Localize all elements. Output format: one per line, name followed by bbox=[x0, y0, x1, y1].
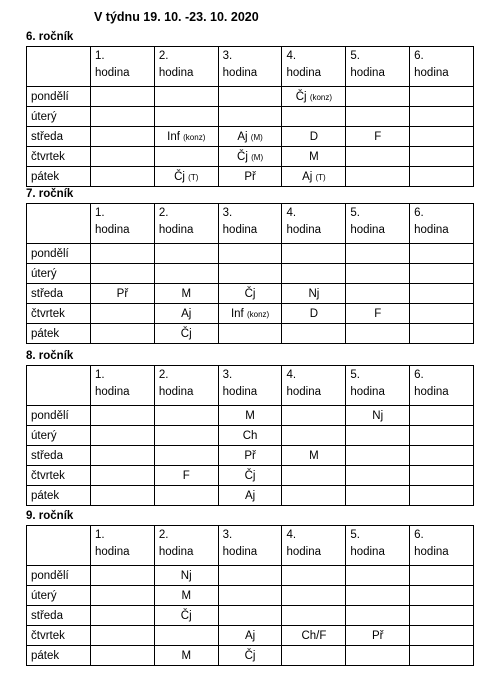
table-row bbox=[27, 406, 474, 426]
lesson-cell bbox=[91, 646, 155, 666]
subject-note: (T) bbox=[315, 172, 326, 182]
lesson-cell bbox=[410, 264, 474, 284]
lesson-cell bbox=[346, 566, 410, 586]
lesson-cell bbox=[218, 446, 282, 466]
lesson-cell bbox=[154, 446, 218, 466]
lesson-cell bbox=[346, 466, 410, 486]
lesson-cell bbox=[91, 107, 155, 127]
lesson-cell bbox=[91, 466, 155, 486]
subject-code: Čj bbox=[237, 150, 248, 163]
subject-note: (M) bbox=[250, 132, 263, 142]
lesson-cell bbox=[346, 486, 410, 506]
lesson-cell bbox=[154, 264, 218, 284]
subject-code: D bbox=[309, 130, 319, 143]
lesson-cell bbox=[410, 107, 474, 127]
lesson-cell bbox=[218, 586, 282, 606]
lesson-cell bbox=[410, 284, 474, 304]
lesson-number: 1. bbox=[95, 207, 105, 219]
lesson-cell bbox=[282, 167, 346, 187]
lesson-cell bbox=[346, 586, 410, 606]
table-row bbox=[27, 147, 474, 167]
lesson-number: 3. bbox=[222, 50, 233, 62]
lesson-cell bbox=[282, 147, 346, 167]
lesson-number: 2. bbox=[158, 50, 169, 62]
lesson-cell bbox=[282, 446, 346, 466]
lesson-cell bbox=[218, 107, 282, 127]
lesson-word: hodina bbox=[95, 67, 130, 79]
subject-code: Inf bbox=[167, 130, 180, 143]
lesson-number: 4. bbox=[286, 50, 297, 62]
lesson-cell bbox=[154, 127, 218, 147]
lesson-word: hodina bbox=[158, 67, 194, 79]
day-label: čtvrtek bbox=[27, 147, 91, 167]
lesson-header bbox=[282, 366, 346, 406]
lesson-number: 6. bbox=[414, 207, 424, 219]
lesson-header bbox=[282, 204, 346, 244]
lesson-cell bbox=[91, 304, 155, 324]
lesson-cell bbox=[282, 466, 346, 486]
lesson-cell bbox=[154, 167, 218, 187]
lesson-cell bbox=[91, 606, 155, 626]
lesson-header bbox=[346, 204, 410, 244]
lesson-cell bbox=[346, 244, 410, 264]
lesson-cell bbox=[282, 244, 346, 264]
day-label: středa bbox=[27, 127, 91, 147]
lesson-cell bbox=[218, 127, 282, 147]
lesson-cell bbox=[218, 284, 282, 304]
lesson-cell bbox=[154, 284, 218, 304]
lesson-cell bbox=[91, 264, 155, 284]
lesson-cell bbox=[91, 626, 155, 646]
table-row bbox=[27, 586, 474, 606]
lesson-cell bbox=[346, 606, 410, 626]
lesson-cell bbox=[154, 606, 218, 626]
day-label: pondělí bbox=[27, 244, 91, 264]
lesson-cell bbox=[410, 466, 474, 486]
grade-heading: 9. ročník bbox=[26, 510, 74, 522]
lesson-header bbox=[91, 47, 155, 87]
lesson-cell bbox=[282, 646, 346, 666]
lesson-number: 1. bbox=[95, 50, 105, 62]
grade-heading: 6. ročník bbox=[26, 31, 74, 43]
lesson-cell bbox=[410, 304, 474, 324]
day-label: úterý bbox=[27, 586, 91, 606]
corner-cell bbox=[27, 47, 91, 87]
lesson-cell bbox=[410, 167, 474, 187]
lesson-cell bbox=[282, 264, 346, 284]
lesson-cell bbox=[218, 426, 282, 446]
lesson-header bbox=[218, 47, 282, 87]
lesson-word: hodina bbox=[286, 67, 322, 79]
schedule-table bbox=[26, 46, 474, 187]
header-row bbox=[27, 526, 474, 566]
lesson-header bbox=[410, 47, 474, 87]
lesson-cell bbox=[154, 107, 218, 127]
lesson-cell bbox=[218, 486, 282, 506]
header-row bbox=[27, 47, 474, 87]
lesson-cell bbox=[154, 486, 218, 506]
table-row bbox=[27, 107, 474, 127]
lesson-header bbox=[154, 526, 218, 566]
lesson-cell bbox=[218, 87, 282, 107]
lesson-word: hodina bbox=[286, 224, 322, 236]
subject-code: Př bbox=[244, 449, 256, 462]
lesson-header bbox=[154, 47, 218, 87]
day-label: čtvrtek bbox=[27, 466, 91, 486]
lesson-cell bbox=[346, 127, 410, 147]
subject-code: F bbox=[182, 469, 190, 482]
lesson-number: 5. bbox=[350, 50, 360, 62]
lesson-header bbox=[410, 204, 474, 244]
day-label: pátek bbox=[27, 646, 91, 666]
lesson-cell bbox=[218, 167, 282, 187]
table-row bbox=[27, 566, 474, 586]
lesson-number: 1. bbox=[95, 529, 105, 541]
subject-code: M bbox=[181, 287, 192, 300]
lesson-cell bbox=[410, 626, 474, 646]
header-row bbox=[27, 204, 474, 244]
subject-code: M bbox=[309, 150, 319, 163]
lesson-cell bbox=[154, 406, 218, 426]
lesson-cell bbox=[410, 406, 474, 426]
lesson-word: hodina bbox=[222, 67, 258, 79]
lesson-header bbox=[282, 526, 346, 566]
lesson-cell bbox=[346, 426, 410, 446]
lesson-cell bbox=[218, 304, 282, 324]
table-row bbox=[27, 646, 474, 666]
lesson-cell bbox=[410, 324, 474, 344]
lesson-header bbox=[282, 47, 346, 87]
lesson-cell bbox=[282, 626, 346, 646]
lesson-word: hodina bbox=[95, 224, 130, 236]
lesson-header bbox=[410, 526, 474, 566]
subject-note: (konz) bbox=[246, 309, 270, 319]
lesson-header bbox=[154, 366, 218, 406]
table-row bbox=[27, 324, 474, 344]
subject-code: Čj bbox=[295, 90, 307, 103]
lesson-word: hodina bbox=[414, 67, 449, 79]
table-row bbox=[27, 606, 474, 626]
subject-code: M bbox=[309, 449, 319, 462]
lesson-cell bbox=[410, 586, 474, 606]
lesson-cell bbox=[346, 446, 410, 466]
lesson-word: hodina bbox=[350, 67, 385, 79]
lesson-cell bbox=[410, 87, 474, 107]
lesson-word: hodina bbox=[222, 224, 258, 236]
lesson-cell bbox=[91, 446, 155, 466]
lesson-cell bbox=[154, 466, 218, 486]
day-label: středa bbox=[27, 284, 91, 304]
lesson-word: hodina bbox=[286, 546, 322, 558]
page-title: V týdnu 19. 10. -23. 10. 2020 bbox=[94, 10, 259, 24]
lesson-cell bbox=[282, 426, 346, 446]
day-label: pátek bbox=[27, 167, 91, 187]
subject-note: (konz) bbox=[183, 132, 206, 142]
schedule-table bbox=[26, 203, 474, 344]
lesson-cell bbox=[91, 167, 155, 187]
table-row bbox=[27, 446, 474, 466]
lesson-cell bbox=[218, 264, 282, 284]
lesson-header bbox=[154, 204, 218, 244]
lesson-number: 6. bbox=[414, 50, 424, 62]
lesson-cell bbox=[346, 107, 410, 127]
subject-code: Čj bbox=[244, 287, 256, 300]
lesson-header bbox=[91, 526, 155, 566]
table-row bbox=[27, 304, 474, 324]
lesson-cell bbox=[218, 606, 282, 626]
subject-code: Čj bbox=[180, 327, 192, 340]
lesson-word: hodina bbox=[222, 546, 258, 558]
subject-code: Čj bbox=[180, 609, 192, 622]
lesson-number: 6. bbox=[414, 369, 424, 381]
subject-code: Nj bbox=[308, 287, 320, 300]
subject-code: Nj bbox=[180, 569, 192, 582]
lesson-cell bbox=[154, 147, 218, 167]
lesson-cell bbox=[218, 466, 282, 486]
lesson-cell bbox=[282, 304, 346, 324]
lesson-word: hodina bbox=[350, 224, 385, 236]
lesson-cell bbox=[218, 566, 282, 586]
lesson-number: 4. bbox=[286, 369, 297, 381]
lesson-cell bbox=[346, 304, 410, 324]
lesson-cell bbox=[154, 586, 218, 606]
day-label: středa bbox=[27, 446, 91, 466]
day-label: úterý bbox=[27, 264, 91, 284]
subject-code: Př bbox=[244, 170, 256, 183]
subject-note: (T) bbox=[188, 172, 199, 182]
lesson-cell bbox=[346, 324, 410, 344]
lesson-cell bbox=[282, 284, 346, 304]
lesson-number: 3. bbox=[222, 207, 233, 219]
day-label: středa bbox=[27, 606, 91, 626]
subject-code: Aj bbox=[244, 629, 256, 642]
table-row bbox=[27, 426, 474, 446]
table-row bbox=[27, 466, 474, 486]
lesson-number: 3. bbox=[222, 369, 233, 381]
lesson-cell bbox=[410, 646, 474, 666]
day-label: pátek bbox=[27, 486, 91, 506]
subject-code: D bbox=[309, 307, 319, 320]
subject-code: Nj bbox=[372, 409, 384, 422]
lesson-cell bbox=[282, 107, 346, 127]
lesson-cell bbox=[91, 284, 155, 304]
day-label: pondělí bbox=[27, 87, 91, 107]
lesson-word: hodina bbox=[350, 386, 385, 398]
day-label: úterý bbox=[27, 107, 91, 127]
lesson-cell bbox=[410, 486, 474, 506]
lesson-cell bbox=[91, 244, 155, 264]
table-row bbox=[27, 626, 474, 646]
subject-code: Aj bbox=[237, 130, 248, 143]
schedule-table bbox=[26, 525, 474, 666]
lesson-cell bbox=[282, 87, 346, 107]
lesson-cell bbox=[91, 147, 155, 167]
lesson-cell bbox=[282, 127, 346, 147]
lesson-number: 2. bbox=[158, 369, 169, 381]
lesson-header bbox=[346, 47, 410, 87]
lesson-cell bbox=[346, 646, 410, 666]
lesson-cell bbox=[154, 646, 218, 666]
lesson-header bbox=[218, 204, 282, 244]
table-row bbox=[27, 87, 474, 107]
lesson-cell bbox=[154, 426, 218, 446]
lesson-number: 5. bbox=[350, 529, 360, 541]
lesson-cell bbox=[410, 244, 474, 264]
lesson-cell bbox=[346, 87, 410, 107]
lesson-cell bbox=[218, 147, 282, 167]
lesson-cell bbox=[410, 446, 474, 466]
corner-cell bbox=[27, 366, 91, 406]
day-label: pátek bbox=[27, 324, 91, 344]
lesson-cell bbox=[410, 426, 474, 446]
subject-code: M bbox=[181, 649, 192, 662]
lesson-header bbox=[346, 526, 410, 566]
lesson-cell bbox=[91, 586, 155, 606]
lesson-word: hodina bbox=[158, 546, 194, 558]
lesson-cell bbox=[154, 626, 218, 646]
schedule-table bbox=[26, 365, 474, 506]
lesson-cell bbox=[218, 244, 282, 264]
lesson-cell bbox=[91, 566, 155, 586]
lesson-cell bbox=[91, 406, 155, 426]
subject-code: Čj bbox=[244, 649, 256, 662]
lesson-cell bbox=[346, 284, 410, 304]
lesson-cell bbox=[410, 566, 474, 586]
lesson-number: 1. bbox=[95, 369, 105, 381]
lesson-word: hodina bbox=[158, 224, 194, 236]
header-row bbox=[27, 366, 474, 406]
lesson-number: 2. bbox=[158, 529, 169, 541]
subject-code: Př bbox=[371, 629, 384, 642]
table-row bbox=[27, 167, 474, 187]
subject-code: Ch bbox=[242, 429, 258, 442]
lesson-number: 4. bbox=[286, 207, 297, 219]
lesson-cell bbox=[154, 304, 218, 324]
lesson-cell bbox=[282, 566, 346, 586]
lesson-cell bbox=[218, 406, 282, 426]
lesson-cell bbox=[154, 566, 218, 586]
lesson-cell bbox=[154, 244, 218, 264]
corner-cell bbox=[27, 204, 91, 244]
lesson-header bbox=[410, 366, 474, 406]
subject-code: Čj bbox=[244, 469, 256, 482]
lesson-header bbox=[346, 366, 410, 406]
lesson-cell bbox=[91, 324, 155, 344]
lesson-cell bbox=[282, 606, 346, 626]
lesson-word: hodina bbox=[222, 386, 258, 398]
lesson-cell bbox=[218, 324, 282, 344]
lesson-cell bbox=[410, 606, 474, 626]
subject-code: F bbox=[374, 130, 382, 143]
subject-code: M bbox=[181, 589, 192, 602]
lesson-number: 6. bbox=[414, 529, 424, 541]
table-row bbox=[27, 486, 474, 506]
lesson-cell bbox=[282, 586, 346, 606]
subject-code: Aj bbox=[181, 307, 192, 320]
day-label: pondělí bbox=[27, 406, 91, 426]
subject-code: Aj bbox=[244, 489, 256, 502]
lesson-cell bbox=[218, 646, 282, 666]
lesson-number: 5. bbox=[350, 369, 360, 381]
lesson-number: 5. bbox=[350, 207, 360, 219]
day-label: pondělí bbox=[27, 566, 91, 586]
lesson-cell bbox=[282, 324, 346, 344]
day-label: čtvrtek bbox=[27, 304, 91, 324]
corner-cell bbox=[27, 526, 91, 566]
subject-code: Ch/F bbox=[301, 629, 327, 642]
lesson-word: hodina bbox=[350, 546, 385, 558]
lesson-cell bbox=[346, 406, 410, 426]
table-row bbox=[27, 284, 474, 304]
lesson-cell bbox=[91, 486, 155, 506]
subject-note: (M) bbox=[251, 152, 264, 162]
lesson-cell bbox=[91, 426, 155, 446]
lesson-cell bbox=[91, 87, 155, 107]
lesson-word: hodina bbox=[414, 386, 449, 398]
lesson-cell bbox=[91, 127, 155, 147]
lesson-cell bbox=[410, 127, 474, 147]
lesson-number: 4. bbox=[286, 529, 297, 541]
day-label: čtvrtek bbox=[27, 626, 91, 646]
subject-code: Př bbox=[116, 287, 129, 300]
lesson-cell bbox=[410, 147, 474, 167]
lesson-header bbox=[91, 366, 155, 406]
grade-heading: 8. ročník bbox=[26, 350, 74, 362]
lesson-word: hodina bbox=[286, 386, 322, 398]
subject-code: F bbox=[374, 307, 382, 320]
lesson-word: hodina bbox=[414, 224, 449, 236]
lesson-number: 3. bbox=[222, 529, 233, 541]
grade-heading: 7. ročník bbox=[26, 188, 74, 200]
subject-code: Inf bbox=[230, 307, 244, 320]
lesson-cell bbox=[154, 87, 218, 107]
subject-code: M bbox=[245, 409, 255, 422]
lesson-number: 2. bbox=[158, 207, 169, 219]
lesson-cell bbox=[282, 486, 346, 506]
lesson-cell bbox=[282, 406, 346, 426]
day-label: úterý bbox=[27, 426, 91, 446]
lesson-header bbox=[91, 204, 155, 244]
lesson-word: hodina bbox=[95, 546, 130, 558]
lesson-cell bbox=[346, 167, 410, 187]
lesson-word: hodina bbox=[158, 386, 194, 398]
subject-code: Čj bbox=[174, 170, 185, 183]
lesson-cell bbox=[346, 626, 410, 646]
table-row bbox=[27, 127, 474, 147]
lesson-cell bbox=[346, 147, 410, 167]
lesson-header bbox=[218, 526, 282, 566]
lesson-word: hodina bbox=[95, 386, 130, 398]
lesson-cell bbox=[154, 324, 218, 344]
lesson-word: hodina bbox=[414, 546, 449, 558]
lesson-cell bbox=[346, 264, 410, 284]
lesson-cell bbox=[218, 626, 282, 646]
table-row bbox=[27, 264, 474, 284]
lesson-header bbox=[218, 366, 282, 406]
subject-note: (konz) bbox=[309, 92, 333, 102]
subject-code: Aj bbox=[302, 170, 313, 183]
table-row bbox=[27, 244, 474, 264]
